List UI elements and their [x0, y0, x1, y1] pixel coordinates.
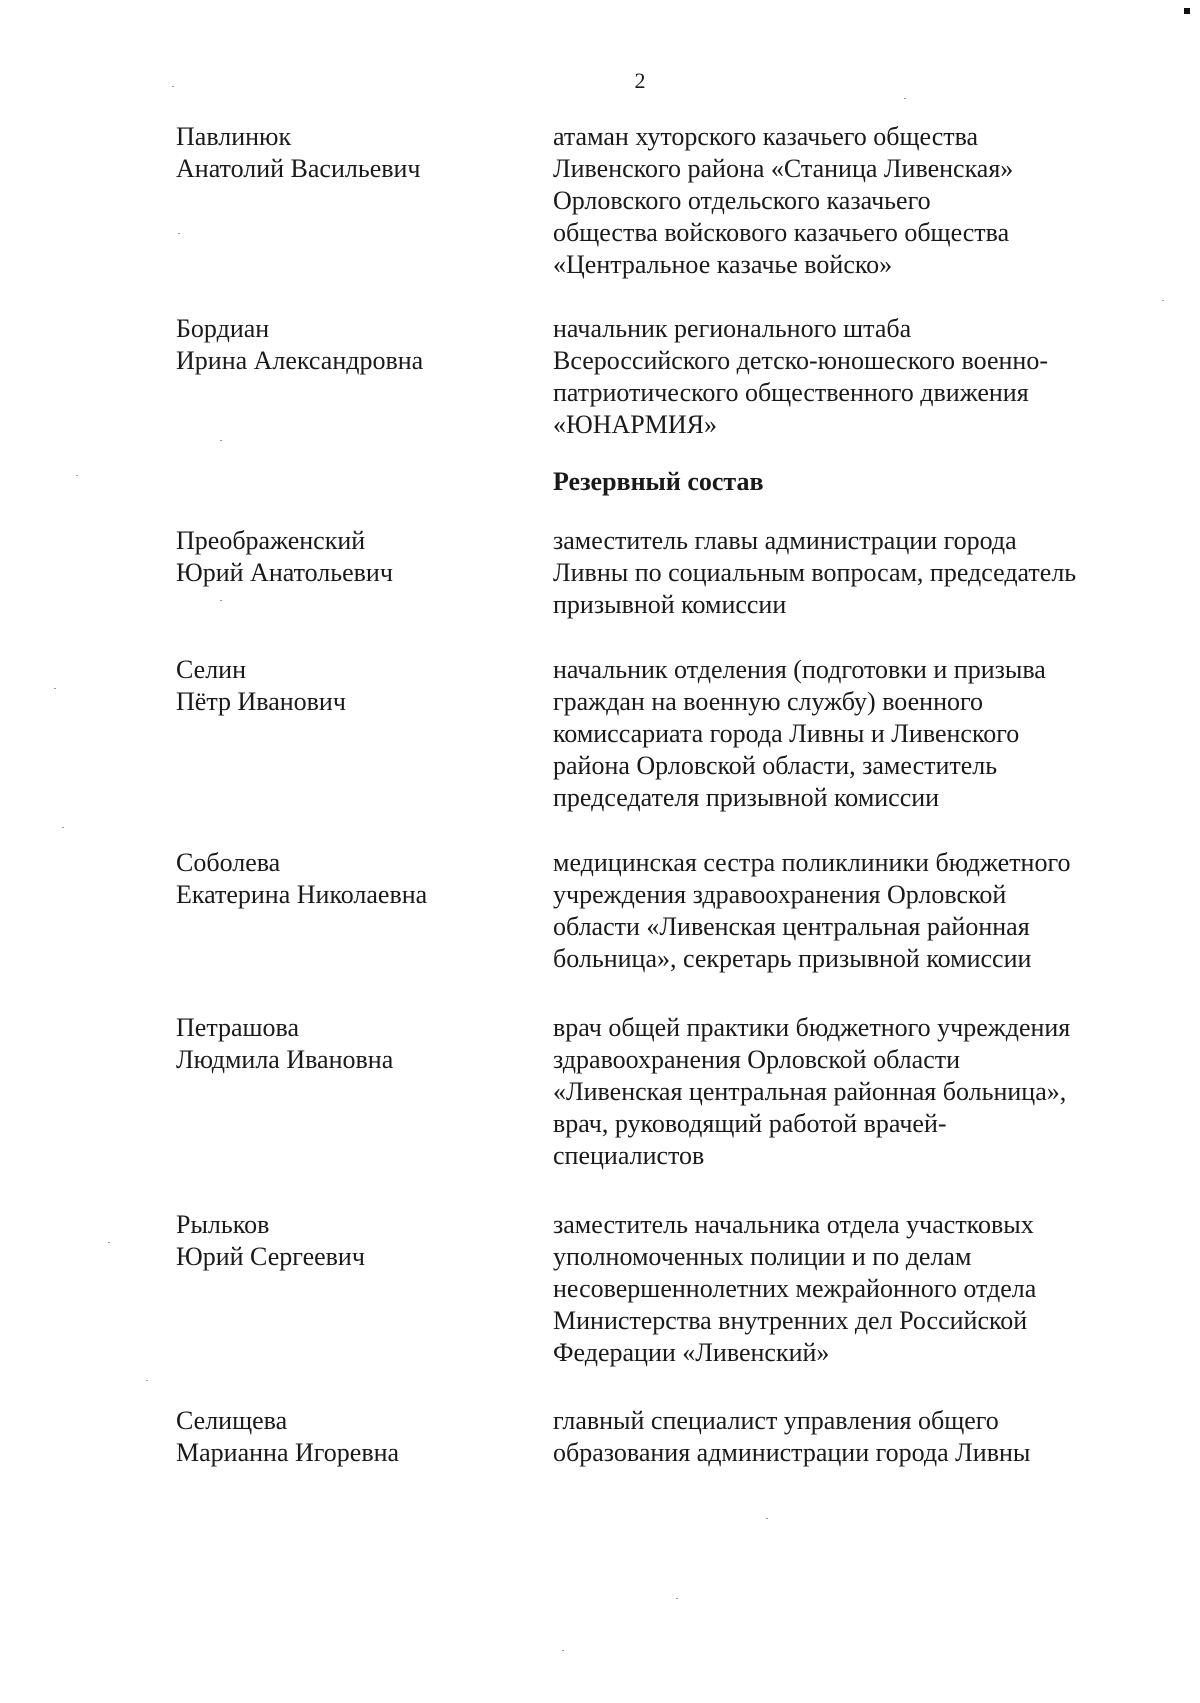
- position-line: больница», секретарь призывной комиссии: [553, 944, 1032, 973]
- page-number: 2: [634, 68, 646, 93]
- position-line: специалистов: [553, 1141, 705, 1170]
- scan-speck: [54, 688, 56, 689]
- position-line: призывной комиссии: [553, 590, 787, 619]
- member-name: [176, 313, 506, 377]
- member-given-names: Людмила Ивановна: [176, 1045, 394, 1074]
- position-line: граждан на военную службу) военного: [553, 687, 984, 716]
- member-given-names: Анатолий Васильевич: [176, 154, 421, 183]
- position-line: атаман хуторского казачьего общества: [553, 122, 979, 151]
- scan-speck: [108, 1242, 110, 1243]
- position-line: комиссариата города Ливны и Ливенского: [553, 719, 1020, 748]
- member-surname: Рыльков: [176, 1210, 270, 1239]
- scan-speck: [220, 440, 222, 441]
- scan-speck: [1162, 300, 1164, 301]
- scan-speck: [220, 600, 222, 601]
- member-surname: Петрашова: [176, 1013, 300, 1042]
- scan-speck: [178, 233, 180, 234]
- position-line: «ЮНАРМИЯ»: [553, 410, 717, 439]
- position-line: здравоохранения Орловской области: [553, 1045, 961, 1074]
- member-position: [553, 654, 1153, 814]
- scan-speck: [676, 1598, 678, 1599]
- position-line: учреждения здравоохранения Орловской: [553, 880, 1007, 909]
- scan-corner-mark: [1184, 8, 1190, 14]
- position-line: врач, руководящий работой врачей-: [553, 1109, 947, 1138]
- member-position: [553, 313, 1153, 441]
- scan-speck: [766, 1518, 768, 1519]
- member-name: [176, 525, 506, 589]
- position-line: общества войскового казачьего общества: [553, 218, 1010, 247]
- scan-speck: [172, 86, 174, 87]
- scan-speck: [146, 1380, 148, 1381]
- member-position: [553, 1405, 1153, 1469]
- position-line: патриотического общественного движения: [553, 378, 1029, 407]
- position-line: «Ливенская центральная районная больница»,: [553, 1077, 1067, 1106]
- position-line: Ливенского района «Станица Ливенская»: [553, 154, 1014, 183]
- position-line: «Центральное казачье войско»: [553, 250, 893, 279]
- member-given-names: Марианна Игоревна: [176, 1438, 400, 1467]
- position-line: Ливны по социальным вопросам, председатель: [553, 558, 1077, 587]
- member-name: [176, 121, 506, 185]
- member-surname: Соболева: [176, 848, 281, 877]
- member-position: [553, 1209, 1153, 1369]
- member-given-names: Юрий Сергеевич: [176, 1242, 365, 1271]
- position-line: области «Ливенская центральная районная: [553, 912, 1030, 941]
- position-line: заместитель главы администрации города: [553, 526, 1017, 555]
- reserve-section-heading: Резервный состав: [553, 467, 764, 496]
- member-name: [176, 1405, 506, 1469]
- position-line: Федерации «Ливенский»: [553, 1338, 830, 1367]
- position-line: председателя призывной комиссии: [553, 783, 940, 812]
- position-line: главный специалист управления общего: [553, 1406, 999, 1435]
- position-line: медицинская сестра поликлиники бюджетного: [553, 848, 1071, 877]
- position-line: уполномоченных полиции и по делам: [553, 1242, 972, 1271]
- member-position: [553, 1012, 1153, 1172]
- member-surname: Селищева: [176, 1406, 288, 1435]
- scan-speck: [76, 475, 78, 476]
- member-given-names: Екатерина Николаевна: [176, 880, 428, 909]
- position-line: района Орловской области, заместитель: [553, 751, 998, 780]
- member-position: [553, 847, 1153, 975]
- member-surname: Бордиан: [176, 314, 270, 343]
- position-line: начальник регионального штаба: [553, 314, 912, 343]
- member-name: [176, 1209, 506, 1273]
- member-position: [553, 525, 1153, 621]
- member-given-names: Пётр Иванович: [176, 687, 346, 716]
- position-line: Орловского отдельского казачьего: [553, 186, 931, 215]
- position-line: начальник отделения (подготовки и призыва: [553, 655, 1046, 684]
- member-given-names: Юрий Анатольевич: [176, 558, 393, 587]
- position-line: врач общей практики бюджетного учреждения: [553, 1013, 1071, 1042]
- member-surname: Павлинюк: [176, 122, 292, 151]
- member-name: [176, 1012, 506, 1076]
- member-position: [553, 121, 1153, 281]
- scan-speck: [562, 1650, 564, 1651]
- scan-speck: [62, 827, 64, 828]
- scan-speck: [904, 98, 906, 99]
- position-line: Министерства внутренних дел Российской: [553, 1306, 1028, 1335]
- position-line: заместитель начальника отдела участковых: [553, 1210, 1034, 1239]
- position-line: образования администрации города Ливны: [553, 1438, 1031, 1467]
- member-name: [176, 654, 506, 718]
- member-given-names: Ирина Александровна: [176, 346, 424, 375]
- member-surname: Селин: [176, 655, 247, 684]
- position-line: Всероссийского детско-юношеского военно-: [553, 346, 1048, 375]
- member-surname: Преображенский: [176, 526, 366, 555]
- member-name: [176, 847, 506, 911]
- position-line: несовершеннолетних межрайонного отдела: [553, 1274, 1037, 1303]
